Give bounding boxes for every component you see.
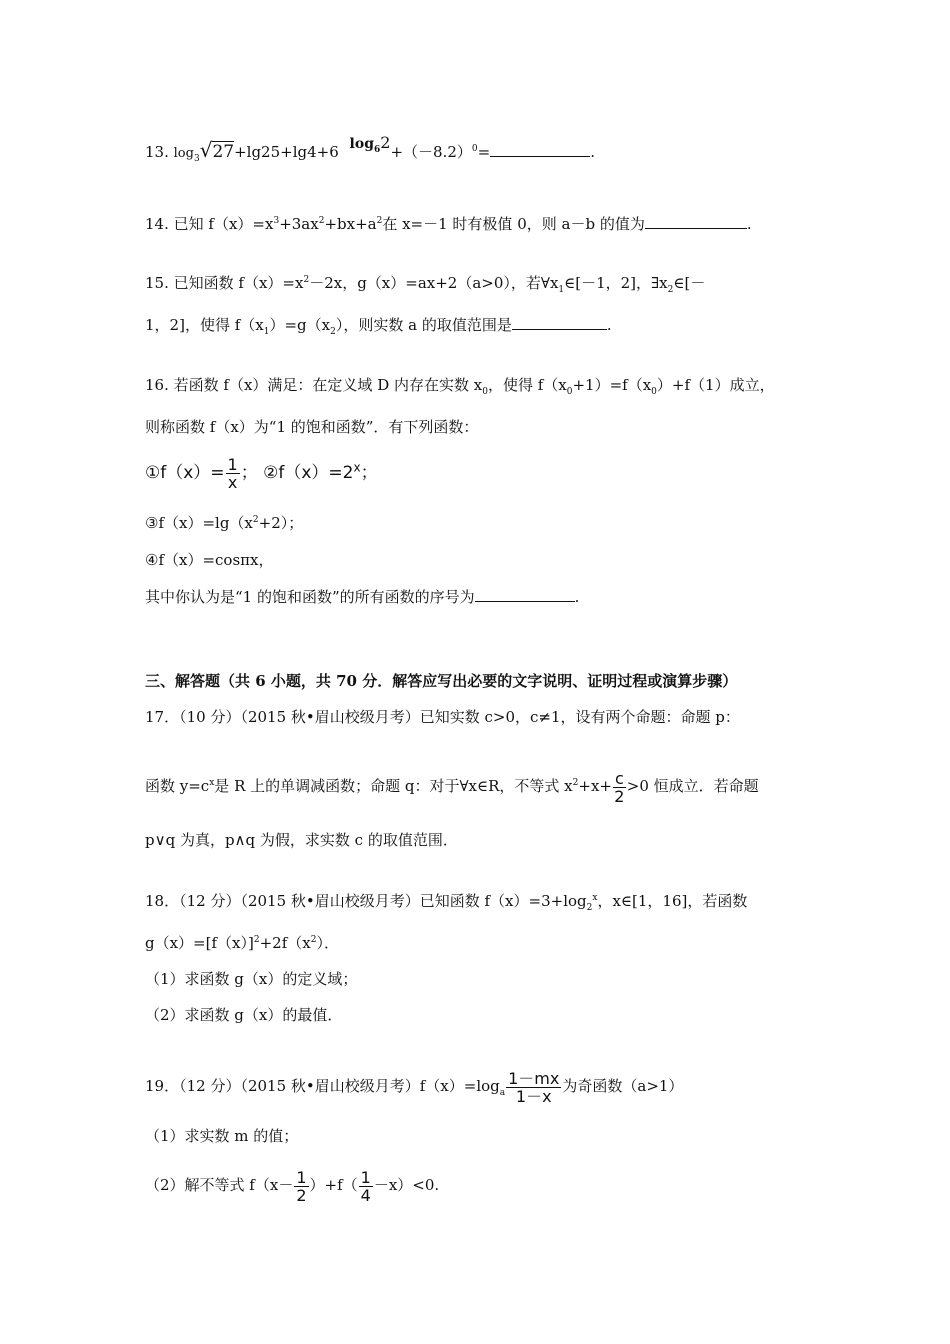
answer-blank-14[interactable] bbox=[645, 214, 747, 229]
question-16-option-3: $③f(x)=\lg(x^2+2)$； bbox=[145, 514, 304, 532]
fraction-one-half: $\frac{1}{2}$ bbox=[296, 1167, 307, 1205]
question-19-part-2: （2）解不等式 f（x－ $\frac{1}{2}$ ）+f（ $\frac{1}{4}$ －x）<0. bbox=[145, 1167, 440, 1205]
question-16-option-4: ④f（x）=cosπx， bbox=[145, 551, 274, 569]
fraction-1-mx-over-1-x: $\frac{1-mx}{1-x}$ bbox=[508, 1068, 560, 1106]
question-17-line3: p∨q 为真，p∧q 为假，求实数 c 的取值范围． bbox=[145, 831, 458, 849]
q13-number: 13. bbox=[145, 143, 169, 161]
question-18-part-2: （2）求函数 g（x）的最值． bbox=[145, 1006, 343, 1024]
question-17-line2: 函数 $y=c^x$是 R 上的单调减函数；命题 q：对于∀x∈R，不等式 $x^2+x+$ $\frac{c}{2}$ >0 恒成立．若命题 bbox=[145, 768, 759, 806]
q13-exponent: $\log_62$ bbox=[349, 133, 391, 155]
answer-blank-16[interactable] bbox=[475, 587, 575, 602]
question-15-line2: 1，2]，使得 $f(x_1)=g(x_2)$，则实数 a 的取值范围是 . bbox=[145, 316, 612, 337]
sqrt-symbol: √27 bbox=[199, 138, 235, 162]
fraction-one-quarter: $\frac{1}{4}$ bbox=[360, 1167, 371, 1205]
fraction-1-over-x: $\frac{1}{x}$ bbox=[227, 454, 238, 492]
question-18-part-1: （1）求函数 g（x）的定义域； bbox=[145, 970, 358, 988]
section-heading: 三、解答题（共 6 小题，共 70 分．解答应写出必要的文字说明、证明过程或演算步骤） bbox=[145, 672, 738, 690]
question-18-line2: $g(x)=[f(x)]^2+2f(x^2)$． bbox=[145, 934, 339, 952]
question-18: 18．（12 分）（2015 秋•眉山校级月考）已知函数 $f(x)=3+\log_2^x$，x∈[1，16]，若函数 bbox=[145, 892, 748, 913]
question-16-prompt: 其中你认为是“1 的饱和函数”的所有函数的序号为 . bbox=[145, 588, 580, 606]
question-19: 19．（12 分）（2015 秋•眉山校级月考）$f(x)=\log_a$ $\frac{1-mx}{1-x}$ 为奇函数（a>1） bbox=[145, 1068, 684, 1106]
question-16-options-1-2: ①f（x）= $\frac{1}{x}$ ； $②f(x)=2^x$； bbox=[145, 454, 378, 492]
question-16-line2: 则称函数 f（x）为“1 的饱和函数”．有下列函数： bbox=[145, 418, 479, 436]
question-13: 13. $\log_3√27+\lg 25+\lg 4+6$ $\log_62+(-8.2)^0=$ . bbox=[145, 133, 595, 164]
question-16: 16. 若函数 f（x）满足：在定义域 D 内存在实数 $x_0$，使得 $f(x_0+1)=f(x_0)+f(1)$成立， bbox=[145, 376, 775, 397]
question-19-part-1: （1）求实数 m 的值； bbox=[145, 1127, 299, 1145]
fraction-c-over-2: $\frac{c}{2}$ bbox=[614, 768, 625, 806]
q13-log: log bbox=[173, 146, 194, 161]
answer-blank-13[interactable] bbox=[490, 142, 590, 157]
question-14: 14. 已知 $f(x)=x^3+3ax^2+bx+a^2$在 x=－1 时有极值 0，则 a－b 的值为 . bbox=[145, 215, 752, 233]
question-17: 17．（10 分）（2015 秋•眉山校级月考）已知实数 c>0，c≠1，设有两个命题：命题 p： bbox=[145, 708, 740, 726]
question-15: 15. 已知函数 $f(x)=x^2-2x$，g（x）=ax+2（a>0），若$\forall x_1\in[-1$，2]，$\exists x_2\in[-$ bbox=[145, 274, 706, 295]
answer-blank-15[interactable] bbox=[512, 315, 607, 330]
